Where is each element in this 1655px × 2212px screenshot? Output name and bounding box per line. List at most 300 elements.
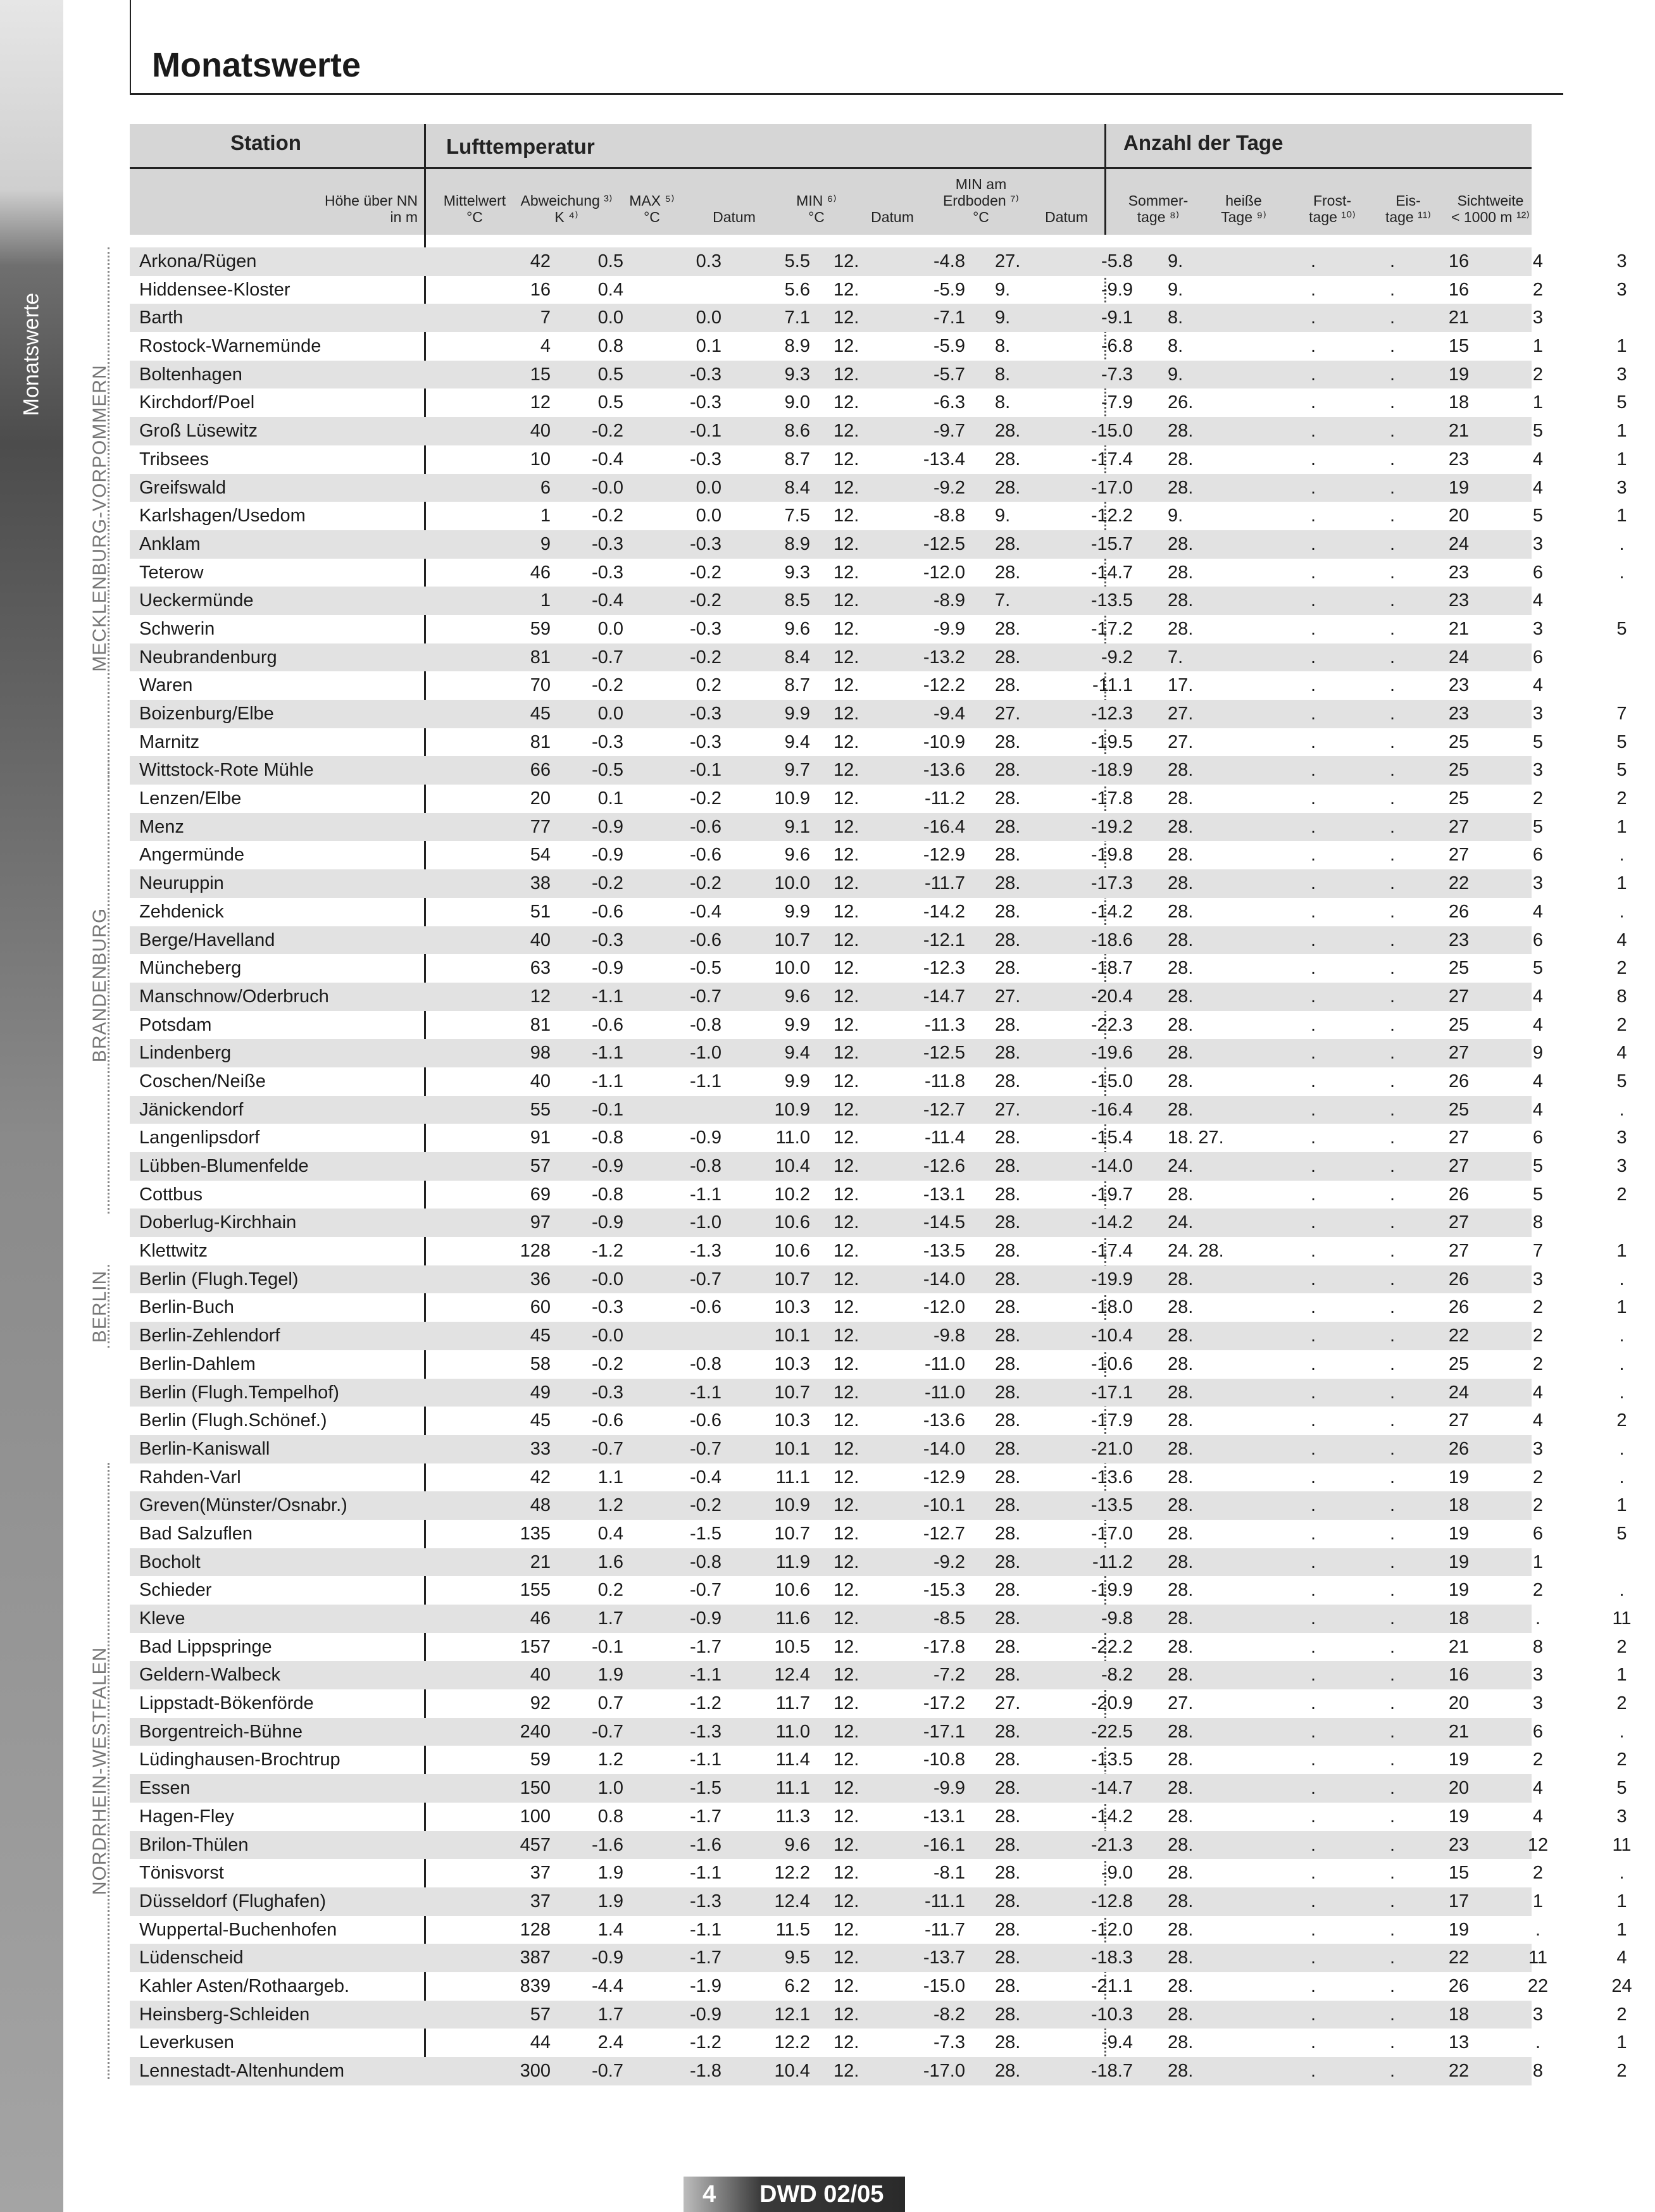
- frosttage: 27: [1448, 1043, 1470, 1064]
- abweichung: -0.8: [690, 1353, 721, 1374]
- heisse-tage: .: [1389, 1891, 1396, 1911]
- hoehe: 55: [530, 1099, 551, 1120]
- eistage: 6: [1532, 647, 1544, 668]
- min: -10.8: [923, 1749, 965, 1770]
- min: -13.4: [923, 449, 965, 469]
- table-row: [130, 1520, 1627, 1548]
- min-datum: 28.: [995, 1523, 1021, 1544]
- heisse-tage: .: [1389, 1693, 1396, 1714]
- table-row: [130, 1124, 1627, 1152]
- heisse-tage: .: [1389, 1241, 1396, 1262]
- max-datum: 12.: [834, 421, 859, 442]
- max-datum: 12.: [834, 675, 859, 696]
- min-erdboden: -17.8: [1090, 788, 1133, 809]
- eistage: 1: [1532, 1551, 1544, 1572]
- table-row: [130, 1293, 1627, 1322]
- eistage: .: [1535, 2032, 1541, 2053]
- mittelwert: -0.3: [592, 1382, 623, 1403]
- min-erdboden: -18.6: [1090, 929, 1133, 950]
- heisse-tage: .: [1389, 1071, 1396, 1091]
- min-erdboden-datum: 28.: [1168, 986, 1194, 1007]
- sommertage: .: [1310, 1269, 1316, 1289]
- min-datum: 28.: [995, 731, 1021, 752]
- abweichung: -0.1: [690, 760, 721, 781]
- min-datum: 28.: [995, 1749, 1021, 1770]
- min-datum: 9.: [995, 308, 1011, 328]
- mittelwert: -4.4: [592, 1975, 623, 1996]
- max-datum: 12.: [834, 1975, 859, 1996]
- min: -12.2: [923, 675, 965, 696]
- eistage: 4: [1532, 449, 1544, 469]
- min-erdboden: -22.3: [1090, 1014, 1133, 1035]
- frosttage: 25: [1448, 788, 1470, 809]
- heisse-tage: .: [1389, 2032, 1396, 2053]
- header-sichtweite: Sichtweite < 1000 m ¹²⁾: [1451, 192, 1530, 225]
- table-row: [130, 474, 1627, 502]
- min: -11.1: [925, 1891, 965, 1911]
- min-datum: 28.: [995, 1467, 1021, 1488]
- max: 8.7: [784, 449, 810, 469]
- abweichung: -0.7: [690, 1580, 721, 1601]
- mittelwert: 2.4: [597, 2032, 623, 2053]
- min-erdboden-datum: 28.: [1168, 2004, 1194, 2025]
- eistage: 4: [1532, 1778, 1544, 1799]
- max: 6.2: [784, 1975, 810, 1996]
- table-row: [130, 700, 1627, 728]
- min-erdboden: -19.9: [1090, 1269, 1133, 1289]
- heisse-tage: .: [1389, 364, 1396, 385]
- min-erdboden-datum: 28.: [1168, 788, 1194, 809]
- min: -13.5: [923, 1241, 965, 1262]
- table-row: [130, 785, 1627, 813]
- heisse-tage: .: [1389, 251, 1396, 271]
- sommertage: .: [1310, 1523, 1316, 1544]
- eistage: 4: [1532, 1014, 1544, 1035]
- sichtweite: 3: [1616, 1806, 1627, 1827]
- table-row: [130, 1152, 1627, 1181]
- eistage: 5: [1532, 1184, 1544, 1205]
- max-datum: 12.: [834, 1919, 859, 1940]
- heisse-tage: .: [1389, 788, 1396, 809]
- station-name: Berlin-Kaniswall: [139, 1438, 270, 1459]
- abweichung: 0.1: [696, 336, 721, 357]
- min-erdboden: -7.3: [1101, 364, 1133, 385]
- sichtweite: [1589, 587, 1655, 615]
- eistage: .: [1535, 1608, 1541, 1629]
- table-row: [130, 2029, 1627, 2057]
- max-datum: 12.: [834, 1438, 859, 1459]
- max-datum: 12.: [834, 279, 859, 300]
- sichtweite: .: [1619, 1863, 1625, 1884]
- max-datum: 12.: [834, 1665, 859, 1686]
- min: -16.4: [923, 816, 965, 837]
- min-erdboden: -15.0: [1090, 1071, 1133, 1091]
- max: 10.7: [774, 1269, 810, 1289]
- sommertage: .: [1310, 533, 1316, 554]
- min-erdboden: -22.2: [1090, 1636, 1133, 1657]
- table-row: [130, 502, 1627, 530]
- sichtweite: .: [1619, 1438, 1625, 1459]
- max-datum: 12.: [834, 1297, 859, 1318]
- max: 10.4: [774, 1156, 810, 1176]
- min-erdboden-datum: 28.: [1168, 1665, 1194, 1686]
- sommertage: .: [1310, 2032, 1316, 2053]
- table-row: [130, 417, 1627, 445]
- max: 10.3: [774, 1410, 810, 1431]
- frosttage: 15: [1448, 336, 1470, 357]
- eistage: 4: [1532, 986, 1544, 1007]
- min-datum: 28.: [995, 901, 1021, 922]
- min-erdboden: -12.8: [1090, 1891, 1133, 1911]
- min-erdboden: -19.2: [1090, 816, 1133, 837]
- max: 8.4: [784, 647, 810, 668]
- mittelwert: 0.4: [597, 279, 623, 300]
- frosttage: 19: [1448, 1523, 1470, 1544]
- eistage: 4: [1532, 1410, 1544, 1431]
- sommertage: .: [1310, 1241, 1316, 1262]
- abweichung: -0.6: [690, 1297, 721, 1318]
- min-datum: 28.: [995, 1806, 1021, 1827]
- mittelwert: 1.2: [597, 1495, 623, 1516]
- eistage: 2: [1532, 364, 1544, 385]
- abweichung: -0.7: [690, 1269, 721, 1289]
- max-datum: 12.: [834, 1948, 859, 1968]
- sommertage: .: [1310, 279, 1316, 300]
- mittelwert: 1.1: [597, 1467, 623, 1488]
- min-datum: 28.: [995, 1778, 1021, 1799]
- hoehe: 92: [530, 1693, 551, 1714]
- eistage: 6: [1532, 1523, 1544, 1544]
- sichtweite: 2: [1616, 1749, 1627, 1770]
- eistage: 6: [1532, 562, 1544, 583]
- max: 8.5: [784, 590, 810, 611]
- heisse-tage: .: [1389, 1551, 1396, 1572]
- min-datum: 28.: [995, 1014, 1021, 1035]
- sichtweite: 3: [1616, 251, 1627, 271]
- table-row: [130, 1379, 1625, 1407]
- max: 7.1: [784, 308, 810, 328]
- min: -8.9: [934, 590, 965, 611]
- mittelwert: 0.0: [597, 618, 623, 639]
- mittelwert: -0.2: [592, 873, 623, 894]
- min-erdboden: -15.7: [1090, 533, 1133, 554]
- mittelwert: -1.1: [592, 986, 623, 1007]
- min-erdboden-datum: 27.: [1168, 731, 1194, 752]
- station-name: Hagen-Fley: [139, 1806, 234, 1827]
- min-erdboden-datum: 28.: [1168, 1467, 1194, 1488]
- min: -14.0: [923, 1269, 965, 1289]
- eistage: 6: [1532, 845, 1544, 866]
- mittelwert: 0.0: [597, 308, 623, 328]
- hoehe: 46: [530, 562, 551, 583]
- sommertage: .: [1310, 562, 1316, 583]
- abweichung: -0.3: [690, 364, 721, 385]
- min: -17.8: [923, 1636, 965, 1657]
- max: 9.9: [784, 901, 810, 922]
- min: -11.0: [925, 1382, 965, 1403]
- sommertage: .: [1310, 1184, 1316, 1205]
- heisse-tage: .: [1389, 1721, 1396, 1742]
- mittelwert: -0.2: [592, 506, 623, 526]
- header-heisse-tage: heiße Tage ⁹⁾: [1221, 192, 1266, 225]
- sommertage: .: [1310, 2061, 1316, 2081]
- table-row: [130, 1887, 1627, 1916]
- sichtweite: 5: [1616, 760, 1627, 781]
- sichtweite: 4: [1616, 929, 1627, 950]
- min-datum: 8.: [995, 336, 1011, 357]
- sommertage: .: [1310, 1071, 1316, 1091]
- min: -11.7: [925, 1919, 965, 1940]
- station-name: Lüdinghausen-Brochtrup: [139, 1749, 340, 1770]
- sichtweite: 1: [1616, 816, 1627, 837]
- frosttage: 16: [1448, 251, 1470, 271]
- station-name: Borgentreich-Bühne: [139, 1721, 303, 1742]
- sommertage: .: [1310, 1608, 1316, 1629]
- table-row: [130, 304, 1544, 332]
- max-datum: 12.: [834, 477, 859, 498]
- hoehe: 81: [530, 647, 551, 668]
- eistage: 4: [1532, 477, 1544, 498]
- sichtweite: [1589, 1548, 1655, 1577]
- max-datum: 12.: [834, 704, 859, 724]
- min: -9.7: [934, 421, 965, 442]
- sommertage: .: [1310, 1156, 1316, 1176]
- min: -14.2: [923, 901, 965, 922]
- table-row: [130, 898, 1625, 926]
- station-name: Anklam: [139, 533, 201, 554]
- min-erdboden-datum: 28.: [1168, 1834, 1194, 1855]
- frosttage: 22: [1448, 873, 1470, 894]
- min-erdboden-datum: 28.: [1168, 760, 1194, 781]
- eistage: 4: [1532, 1806, 1544, 1827]
- hoehe: 128: [520, 1241, 551, 1262]
- max-datum: 12.: [834, 788, 859, 809]
- mittelwert: 0.8: [597, 1806, 623, 1827]
- hoehe: 20: [530, 788, 551, 809]
- eistage: 2: [1532, 1297, 1544, 1318]
- max-datum: 12.: [834, 901, 859, 922]
- abweichung: [649, 1322, 721, 1350]
- sichtweite: 5: [1616, 731, 1627, 752]
- min-datum: 28.: [995, 1608, 1021, 1629]
- min-erdboden-datum: 28.: [1168, 1382, 1194, 1403]
- max-datum: 12.: [834, 958, 859, 979]
- max: 10.7: [774, 1523, 810, 1544]
- min-erdboden: -13.5: [1090, 1749, 1133, 1770]
- mittelwert: -0.0: [592, 1269, 623, 1289]
- frosttage: 27: [1448, 1241, 1470, 1262]
- table-row: [130, 1774, 1627, 1803]
- min-datum: 28.: [995, 1269, 1021, 1289]
- hoehe: 58: [530, 1353, 551, 1374]
- hoehe: 15: [530, 364, 551, 385]
- hoehe: 1: [540, 506, 551, 526]
- max-datum: 12.: [834, 1863, 859, 1884]
- max: 5.6: [784, 279, 810, 300]
- min-datum: 28.: [995, 618, 1021, 639]
- station-name: Wuppertal-Buchenhofen: [139, 1919, 337, 1940]
- table-row: [130, 1491, 1627, 1520]
- min-erdboden-datum: 28.: [1168, 533, 1194, 554]
- max: 12.1: [774, 2004, 810, 2025]
- min-datum: 28.: [995, 449, 1021, 469]
- eistage: 11: [1528, 1948, 1548, 1968]
- region-label: BRANDENBURG: [89, 907, 110, 1063]
- hoehe: 81: [530, 1014, 551, 1035]
- max-datum: 12.: [834, 1467, 859, 1488]
- header-station: Station: [230, 131, 301, 154]
- hoehe: 21: [530, 1551, 551, 1572]
- min-datum: 27.: [995, 704, 1021, 724]
- page-number: 4: [703, 2181, 716, 2208]
- header-datum-3: Datum: [1045, 209, 1088, 225]
- sichtweite: 8: [1616, 986, 1627, 1007]
- max-datum: 12.: [834, 2032, 859, 2053]
- max-datum: 12.: [834, 1523, 859, 1544]
- heisse-tage: .: [1389, 1099, 1396, 1120]
- sommertage: .: [1310, 336, 1316, 357]
- max-datum: 12.: [834, 449, 859, 469]
- abweichung: [649, 276, 721, 304]
- mittelwert: 0.0: [597, 704, 623, 724]
- heisse-tage: .: [1389, 1269, 1396, 1289]
- sommertage: .: [1310, 845, 1316, 866]
- min-erdboden-datum: 28.: [1168, 845, 1194, 866]
- frosttage: 25: [1448, 1353, 1470, 1374]
- min-erdboden: -21.0: [1090, 1438, 1133, 1459]
- min: -13.6: [923, 1410, 965, 1431]
- min-datum: 9.: [995, 279, 1011, 300]
- station-name: Berlin (Flugh.Tempelhof): [139, 1382, 339, 1403]
- sommertage: .: [1310, 1014, 1316, 1035]
- frosttage: 26: [1448, 1975, 1470, 1996]
- sichtweite: 1: [1616, 1891, 1627, 1911]
- min: -12.9: [923, 845, 965, 866]
- eistage: 3: [1532, 533, 1544, 554]
- mittelwert: -0.7: [592, 1438, 623, 1459]
- eistage: 3: [1532, 1693, 1544, 1714]
- page-footer: [684, 2177, 905, 2212]
- hoehe: 387: [520, 1948, 551, 1968]
- max: 8.4: [784, 477, 810, 498]
- station-name: Bocholt: [139, 1551, 201, 1572]
- eistage: 2: [1532, 1353, 1544, 1374]
- min-erdboden-datum: 28.: [1168, 1269, 1194, 1289]
- sommertage: .: [1310, 958, 1316, 979]
- min-erdboden-datum: 28.: [1168, 1778, 1194, 1799]
- eistage: 4: [1532, 1099, 1544, 1120]
- heisse-tage: .: [1389, 873, 1396, 894]
- max-datum: 12.: [834, 1693, 859, 1714]
- header-frosttage: Frost- tage ¹⁰⁾: [1309, 192, 1356, 225]
- table-row: [130, 1435, 1625, 1463]
- min-erdboden-datum: 28.: [1168, 1806, 1194, 1827]
- max-datum: 12.: [834, 1184, 859, 1205]
- max-datum: 12.: [834, 1269, 859, 1289]
- sichtweite: .: [1619, 533, 1625, 554]
- max: 9.6: [784, 986, 810, 1007]
- station-name: Coschen/Neiße: [139, 1071, 266, 1091]
- min-datum: 27.: [995, 1099, 1021, 1120]
- header-min: MIN ⁶⁾ °C: [796, 192, 837, 225]
- table-row: [130, 1350, 1625, 1379]
- eistage: 6: [1532, 1128, 1544, 1148]
- max: 10.6: [774, 1580, 810, 1601]
- abweichung: -0.2: [690, 873, 721, 894]
- min: -11.2: [925, 788, 965, 809]
- min-erdboden-datum: 28.: [1168, 1551, 1194, 1572]
- max-datum: 12.: [834, 1241, 859, 1262]
- min: -11.8: [925, 1071, 965, 1091]
- abweichung: -0.2: [690, 788, 721, 809]
- max: 11.6: [775, 1608, 810, 1629]
- min-erdboden: -9.1: [1101, 308, 1133, 328]
- station-name: Düsseldorf (Flughafen): [139, 1891, 326, 1911]
- sichtweite: 4: [1616, 1043, 1627, 1064]
- table-row: [130, 1746, 1627, 1774]
- heisse-tage: .: [1389, 929, 1396, 950]
- max-datum: 12.: [834, 1551, 859, 1572]
- station-name: Barth: [139, 308, 184, 328]
- table-row: [130, 1944, 1627, 1972]
- min: -5.9: [934, 279, 965, 300]
- min-erdboden: -14.2: [1090, 1806, 1133, 1827]
- max: 9.9: [784, 1071, 810, 1091]
- heisse-tage: .: [1389, 1608, 1396, 1629]
- abweichung: -0.2: [690, 647, 721, 668]
- station-name: Lippstadt-Bökenförde: [139, 1693, 314, 1714]
- heisse-tage: .: [1389, 1438, 1396, 1459]
- frosttage: 19: [1448, 1467, 1470, 1488]
- region-label: MECKLENBURG-VORPOMMERN: [89, 364, 110, 672]
- hoehe: 7: [540, 308, 551, 328]
- station-name: Klettwitz: [139, 1241, 208, 1262]
- hoehe: 839: [520, 1975, 551, 1996]
- heisse-tage: .: [1389, 2061, 1396, 2081]
- min: -7.1: [934, 308, 965, 328]
- sichtweite: [1589, 643, 1655, 672]
- sichtweite: 3: [1616, 1128, 1627, 1148]
- sommertage: .: [1310, 1919, 1316, 1940]
- sommertage: .: [1310, 1975, 1316, 1996]
- max: 11.1: [775, 1778, 810, 1799]
- frosttage: 25: [1448, 1014, 1470, 1035]
- sommertage: .: [1310, 1410, 1316, 1431]
- max-datum: 12.: [834, 760, 859, 781]
- min-datum: 28.: [995, 1326, 1021, 1346]
- max: 10.7: [774, 929, 810, 950]
- min-datum: 28.: [995, 1241, 1021, 1262]
- frosttage: 13: [1448, 2032, 1470, 2053]
- heisse-tage: .: [1389, 1863, 1396, 1884]
- min: -12.3: [923, 958, 965, 979]
- sichtweite: 2: [1616, 2061, 1627, 2081]
- min-erdboden-datum: 27.: [1168, 1693, 1194, 1714]
- min: -11.4: [925, 1128, 965, 1148]
- min: -13.1: [923, 1806, 965, 1827]
- max: 7.5: [784, 506, 810, 526]
- hoehe: 42: [530, 251, 551, 271]
- min-erdboden: -21.1: [1090, 1975, 1133, 1996]
- mittelwert: -1.2: [592, 1241, 623, 1262]
- hoehe: 6: [540, 477, 551, 498]
- abweichung: -0.4: [690, 1467, 721, 1488]
- hoehe: 69: [530, 1184, 551, 1205]
- max-datum: 12.: [834, 1212, 859, 1233]
- heisse-tage: .: [1389, 986, 1396, 1007]
- min: -10.9: [923, 731, 965, 752]
- max-datum: 12.: [834, 986, 859, 1007]
